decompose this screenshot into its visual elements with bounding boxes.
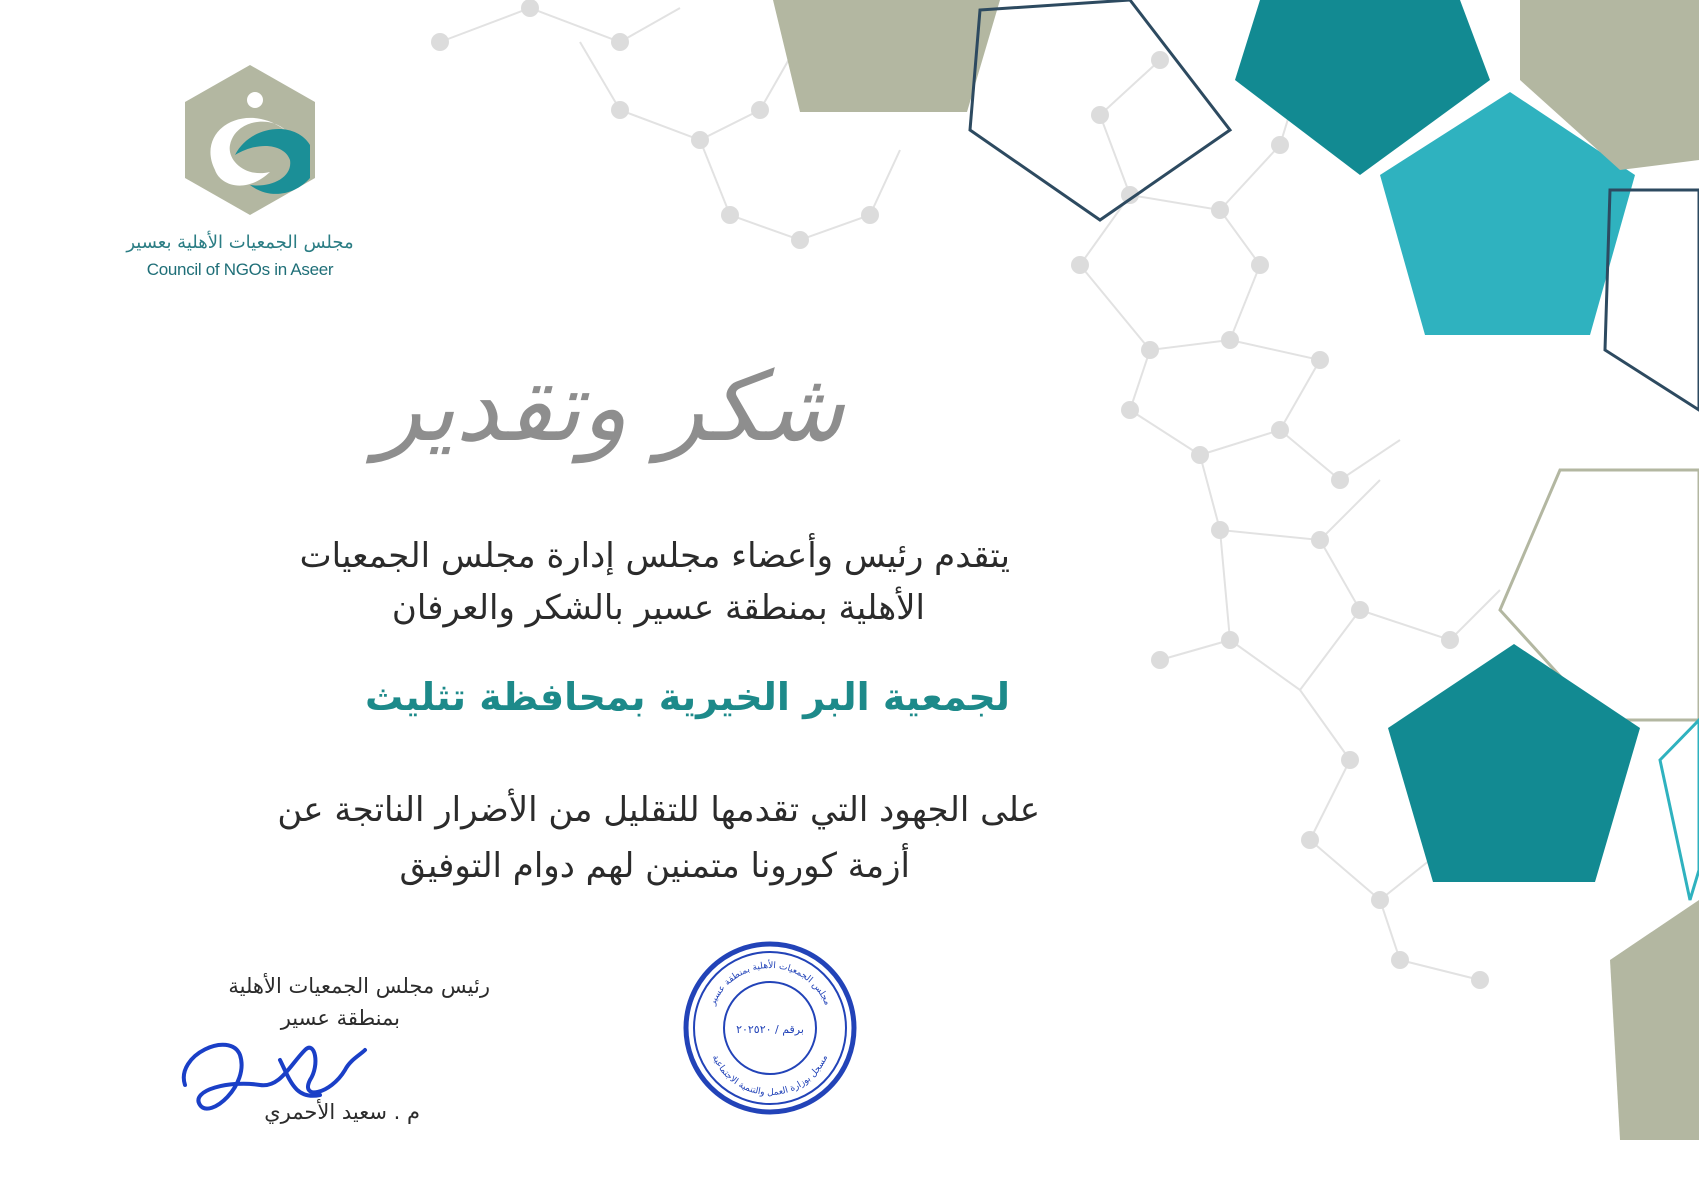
organization-name-arabic: مجلس الجمعيات الأهلية بعسير: [126, 232, 354, 253]
recipient-name: لجمعية البر الخيرية بمحافظة تثليث: [364, 675, 1010, 719]
official-stamp: [680, 938, 860, 1118]
intro-paragraph: [180, 530, 1010, 634]
council-logo: [175, 60, 325, 220]
pentagon-teal-dark-bottom: [1388, 644, 1640, 882]
signatory-title-line-2: بمنطقة عسير: [280, 1006, 400, 1030]
reason-paragraph: [150, 782, 1040, 894]
intro-line-1: يتقدم رئيس وأعضاء مجلس إدارة مجلس الجمعيات: [299, 536, 1010, 576]
certificate-title: شكر وتقدير: [375, 351, 845, 463]
reason-line-2: أزمة كورونا متمنين لهم دوام التوفيق: [399, 846, 910, 886]
pentagon-olive-bottom: [1610, 900, 1699, 1140]
pentagon-outline-teal-bottom: [1660, 720, 1699, 900]
stamp-outer-text: مجلس الجمعيات الأهلية بمنطقة عسير: [707, 960, 833, 1007]
stamp-number-text: برقم / ٢٠٢٥٢٠: [736, 1023, 804, 1036]
signatory-title-line-1: رئيس مجلس الجمعيات الأهلية: [228, 974, 490, 998]
intro-line-2: الأهلية بمنطقة عسير بالشكر والعرفان: [391, 588, 925, 628]
pentagon-olive-top: [773, 0, 1000, 112]
signatory-name: م . سعيد الأحمري: [264, 1100, 420, 1124]
stamp-lower-text: مسجل بوزارة العمل والتنمية الاجتماعية: [709, 1053, 831, 1099]
reason-line-1: على الجهود التي تقدمها للتقليل من الأضرار الناتجة عن: [277, 790, 1040, 830]
organization-name-english: Council of NGOs in Aseer: [146, 260, 334, 279]
